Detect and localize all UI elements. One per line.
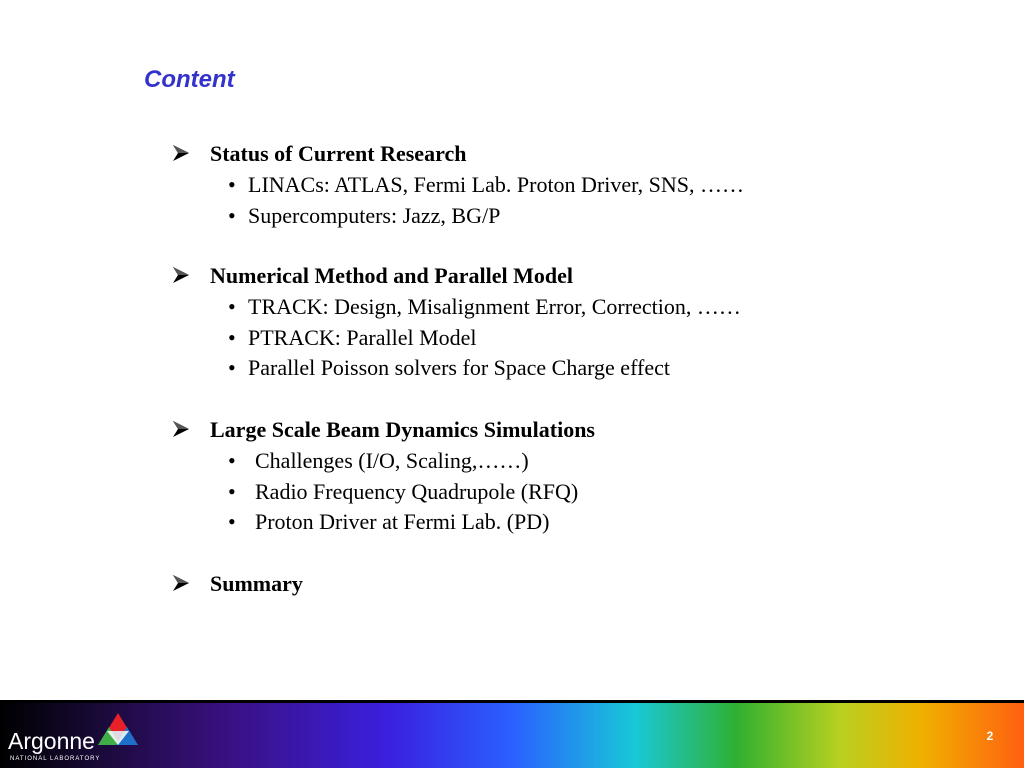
bullet-dot: • bbox=[228, 294, 236, 319]
section-numerical-method bbox=[0, 262, 1024, 385]
logo-text: Argonne bbox=[8, 728, 95, 754]
bullet-dot: • bbox=[228, 509, 236, 535]
bullet-text: Proton Driver at Fermi Lab. (PD) bbox=[255, 509, 550, 535]
list-item bbox=[0, 293, 1024, 324]
section-heading-row bbox=[0, 140, 1024, 171]
bullet-text: Parallel Poisson solvers for Space Charge effect bbox=[248, 355, 670, 381]
bullet-dot: • bbox=[228, 172, 236, 197]
bullet-text: Radio Frequency Quadrupole (RFQ) bbox=[255, 478, 579, 504]
argonne-triangle-icon bbox=[96, 711, 140, 751]
list-item bbox=[0, 354, 1024, 385]
arrowhead-bullet-icon bbox=[171, 264, 191, 286]
arrowhead-bullet-icon bbox=[171, 572, 191, 594]
section-heading: Numerical Method and Parallel Model bbox=[210, 263, 573, 288]
bullet-list bbox=[0, 293, 1024, 385]
bullet-text: PTRACK: Parallel Model bbox=[248, 324, 477, 350]
arrowhead-bullet-icon bbox=[171, 142, 191, 164]
section-heading-row bbox=[0, 416, 1024, 447]
bullet-text: LINACs: ATLAS, Fermi Lab. Proton Driver, SNS, …… bbox=[248, 172, 744, 197]
list-item bbox=[0, 171, 1024, 202]
bullet-text: Supercomputers: Jazz, BG/P bbox=[248, 202, 501, 228]
bullet-dot: • bbox=[228, 355, 236, 381]
section-summary bbox=[0, 570, 1024, 601]
list-item bbox=[0, 447, 1024, 478]
page-number: 2 bbox=[986, 729, 994, 743]
bullet-dot: • bbox=[228, 448, 236, 473]
bullet-list bbox=[0, 447, 1024, 539]
section-heading-row bbox=[0, 262, 1024, 293]
bullet-dot: • bbox=[228, 202, 236, 228]
list-item bbox=[0, 478, 1024, 509]
bullet-text: Challenges (I/O, Scaling,……) bbox=[255, 448, 529, 473]
list-item bbox=[0, 324, 1024, 355]
section-status-of-current-research bbox=[0, 140, 1024, 232]
list-item bbox=[0, 202, 1024, 233]
slide-title: Content bbox=[144, 66, 235, 93]
section-heading: Status of Current Research bbox=[210, 141, 467, 166]
logo-subtext: NATIONAL LABORATORY bbox=[10, 756, 101, 762]
section-heading: Summary bbox=[210, 571, 303, 596]
bullet-dot: • bbox=[228, 478, 236, 504]
bullet-text: TRACK: Design, Misalignment Error, Correction, …… bbox=[248, 294, 741, 319]
section-heading-row bbox=[0, 570, 1024, 601]
list-item bbox=[0, 508, 1024, 539]
footer-bar bbox=[0, 700, 1024, 768]
section-heading: Large Scale Beam Dynamics Simulations bbox=[210, 417, 595, 442]
argonne-logo bbox=[8, 711, 140, 767]
arrowhead-bullet-icon bbox=[171, 418, 191, 440]
section-large-scale-simulations bbox=[0, 416, 1024, 539]
bullet-list bbox=[0, 171, 1024, 232]
bullet-dot: • bbox=[228, 324, 236, 350]
